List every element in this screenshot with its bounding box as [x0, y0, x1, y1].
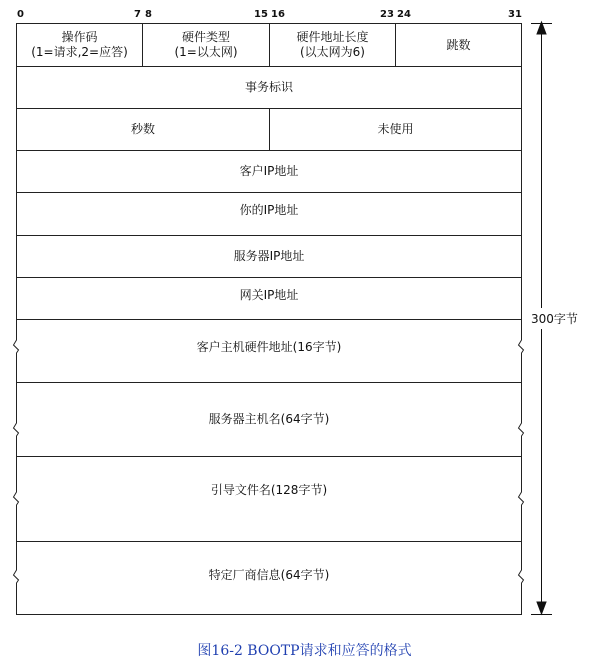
field-server-hostname: 服务器主机名(64字节) [208, 412, 330, 426]
field-transaction-id: 事务标识 [244, 80, 293, 94]
field-client-hardware-address: 客户主机硬件地址(16字节) [196, 340, 342, 354]
field-gateway-ip: 网关IP地址 [239, 288, 299, 302]
figure-caption: 图16-2 BOOTP请求和应答的格式 [197, 643, 412, 659]
bit-label-15: 15 [254, 9, 268, 20]
field-hardware-type: 硬件类型 (1=以太网) [174, 30, 238, 59]
field-your-ip: 你的IP地址 [239, 203, 299, 217]
field-vendor-specific: 特定厂商信息(64字节) [208, 567, 330, 582]
total-size-label: 300字节 [531, 308, 578, 329]
bit-label-23: 23 [380, 9, 394, 20]
field-hops: 跳数 [446, 37, 471, 52]
bit-label-8: 8 [145, 9, 152, 20]
field-client-ip: 客户IP地址 [239, 164, 299, 178]
bit-label-24: 24 [397, 9, 411, 20]
bit-label-16: 16 [271, 9, 285, 20]
bit-label-31: 31 [508, 9, 522, 20]
field-opcode: 操作码 (1=请求,2=应答) [31, 30, 128, 59]
bit-label-0: 0 [17, 9, 24, 20]
field-hardware-address-length: 硬件地址长度 (以太网为6) [296, 30, 369, 59]
field-unused: 未使用 [377, 122, 414, 136]
field-boot-filename: 引导文件名(128字节) [210, 482, 328, 497]
field-seconds: 秒数 [130, 122, 155, 136]
field-server-ip: 服务器IP地址 [233, 249, 305, 263]
bit-label-7: 7 [134, 9, 141, 20]
